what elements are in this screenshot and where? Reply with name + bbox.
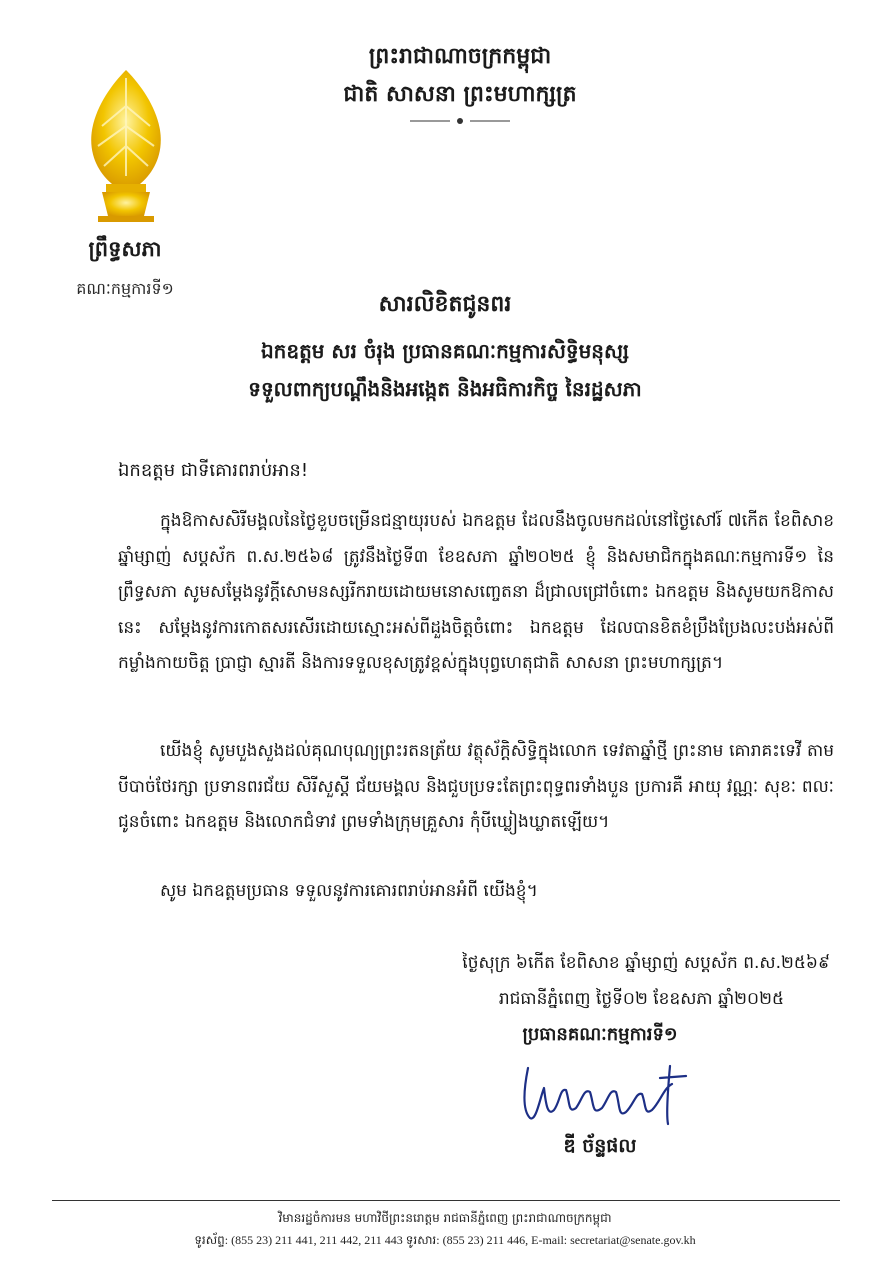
- kingdom-heading: ព្រះរាជាណាចក្រកម្ពុជា: [368, 43, 552, 69]
- letter-title: សារលិខិតជូនពរ: [378, 291, 512, 317]
- body-paragraph-3: សូម ឯកឧត្តមប្រធាន ទទួលនូវការគោរពរាប់អានអំពី យើងខ្ញុំ។: [160, 881, 538, 901]
- lunar-date: ថ្ងៃសុក្រ ៦កើត ខែពិសាខ ឆ្នាំម្សាញ់ សប្តស័ក ព.ស.២៥៦៩: [462, 953, 830, 973]
- senate-emblem-icon: [82, 66, 170, 226]
- institution-name: ព្រឹទ្ធសភា: [88, 236, 162, 261]
- footer-contact: ទូរស័ព្ទ: (855 23) 211 441, 211 442, 211 443 ទូរសារ: (855 23) 211 446, E-mail: secretariat@senate.gov.kh: [194, 1233, 696, 1247]
- recipient-line-1: ឯកឧត្តម សរ ចំរុង ប្រធានគណៈកម្មការសិទ្ធិមនុស្ស: [260, 339, 629, 363]
- recipient-line-2: ទទួលពាក្យបណ្តឹងនិងអង្កេត និងអធិការកិច្ច នៃរដ្ឋសភា: [248, 377, 642, 401]
- place-date: រាជធានីភ្នំពេញ ថ្ងៃទី០២ ខែឧសភា ឆ្នាំ២០២៥: [498, 989, 784, 1009]
- body-paragraph-1: ក្នុងឱកាសសិរីមង្គលនៃថ្ងៃខួបចម្រើនជន្មាយុរបស់ ឯកឧត្តម ដែលនឹងចូលមកដល់នៅថ្ងៃសៅរ៍ ៧កើត ខែពិសាខ ឆ្នាំម្សាញ់ សប្តស័ក ព.ស.២៥៦៨ ត្រូវនឹងថ្ងៃទី៣ ខែឧសភា ឆ្នាំ២០២៥ ខ្ញុំ និងសមាជិកក្នុងគណៈកម្មការទី១ នៃព្រឹទ្ធសភា សូមសម្តែងនូវក្តីសោមនស្សរីករាយដោយមនោសញ្ចេតនា ដ៏ជ្រាលជ្រៅចំពោះ ឯកឧត្តម និងសូមយកឱកាសនេះ សម្តែងនូវការកោតសរសើរដោយស្មោះអស់ពីដួងចិត្តចំពោះ ឯកឧត្តម ដែលបានខិតខំប្រឹងប្រែងលះបង់អស់ពីកម្លាំងកាយចិត្ត ប្រាជ្ញា ស្មារតី និងការទទួលខុសត្រូវខ្ពស់ក្នុងបុព្វហេតុជាតិ សាសនា ព្រះមហាក្សត្រ។: [118, 511, 834, 673]
- body-paragraph-2: យើងខ្ញុំ សូមបួងសួងដល់គុណបុណ្យព្រះរតនត្រ័យ វត្ថុស័ក្តិសិទ្ធិក្នុងលោក ទេវតាឆ្នាំថ្មី ព្រះនាម គោរាគះទេវី តាមបីបាច់ថែរក្សា ប្រទានពរជ័យ សិរីសួស្តី ជ័យមង្គល និងជួបប្រទះតែព្រះពុទ្ធពរទាំងបួន ប្រការគឺ អាយុ វណ្ណៈ សុខៈ ពលៈ ជូនចំពោះ ឯកឧត្តម និងលោកជំទាវ ព្រមទាំងក្រុមគ្រួសារ កុំបីឃ្លៀងឃ្លាតឡើយ។: [118, 741, 834, 832]
- institution-unit: គណៈកម្មការទី១: [76, 279, 174, 298]
- salutation: ឯកឧត្តម ជាទីគោរពរាប់អាន!: [118, 460, 309, 481]
- signer-title: ប្រធានគណៈកម្មការទី១: [522, 1024, 678, 1045]
- signer-name: ឌី ច័ន្ទផល: [563, 1135, 637, 1157]
- footer-address: វិមានរដ្ឋចំការមន មហាវិថីព្រះនរោត្តម រាជធានីភ្នំពេញ ព្រះរាជាណាចក្រកម្ពុជា: [278, 1211, 612, 1225]
- handwritten-signature: [510, 1058, 700, 1128]
- ornament-divider-icon: [400, 117, 520, 125]
- national-motto: ជាតិ សាសនា ព្រះមហាក្សត្រ: [343, 81, 577, 107]
- footer-divider: [52, 1200, 840, 1201]
